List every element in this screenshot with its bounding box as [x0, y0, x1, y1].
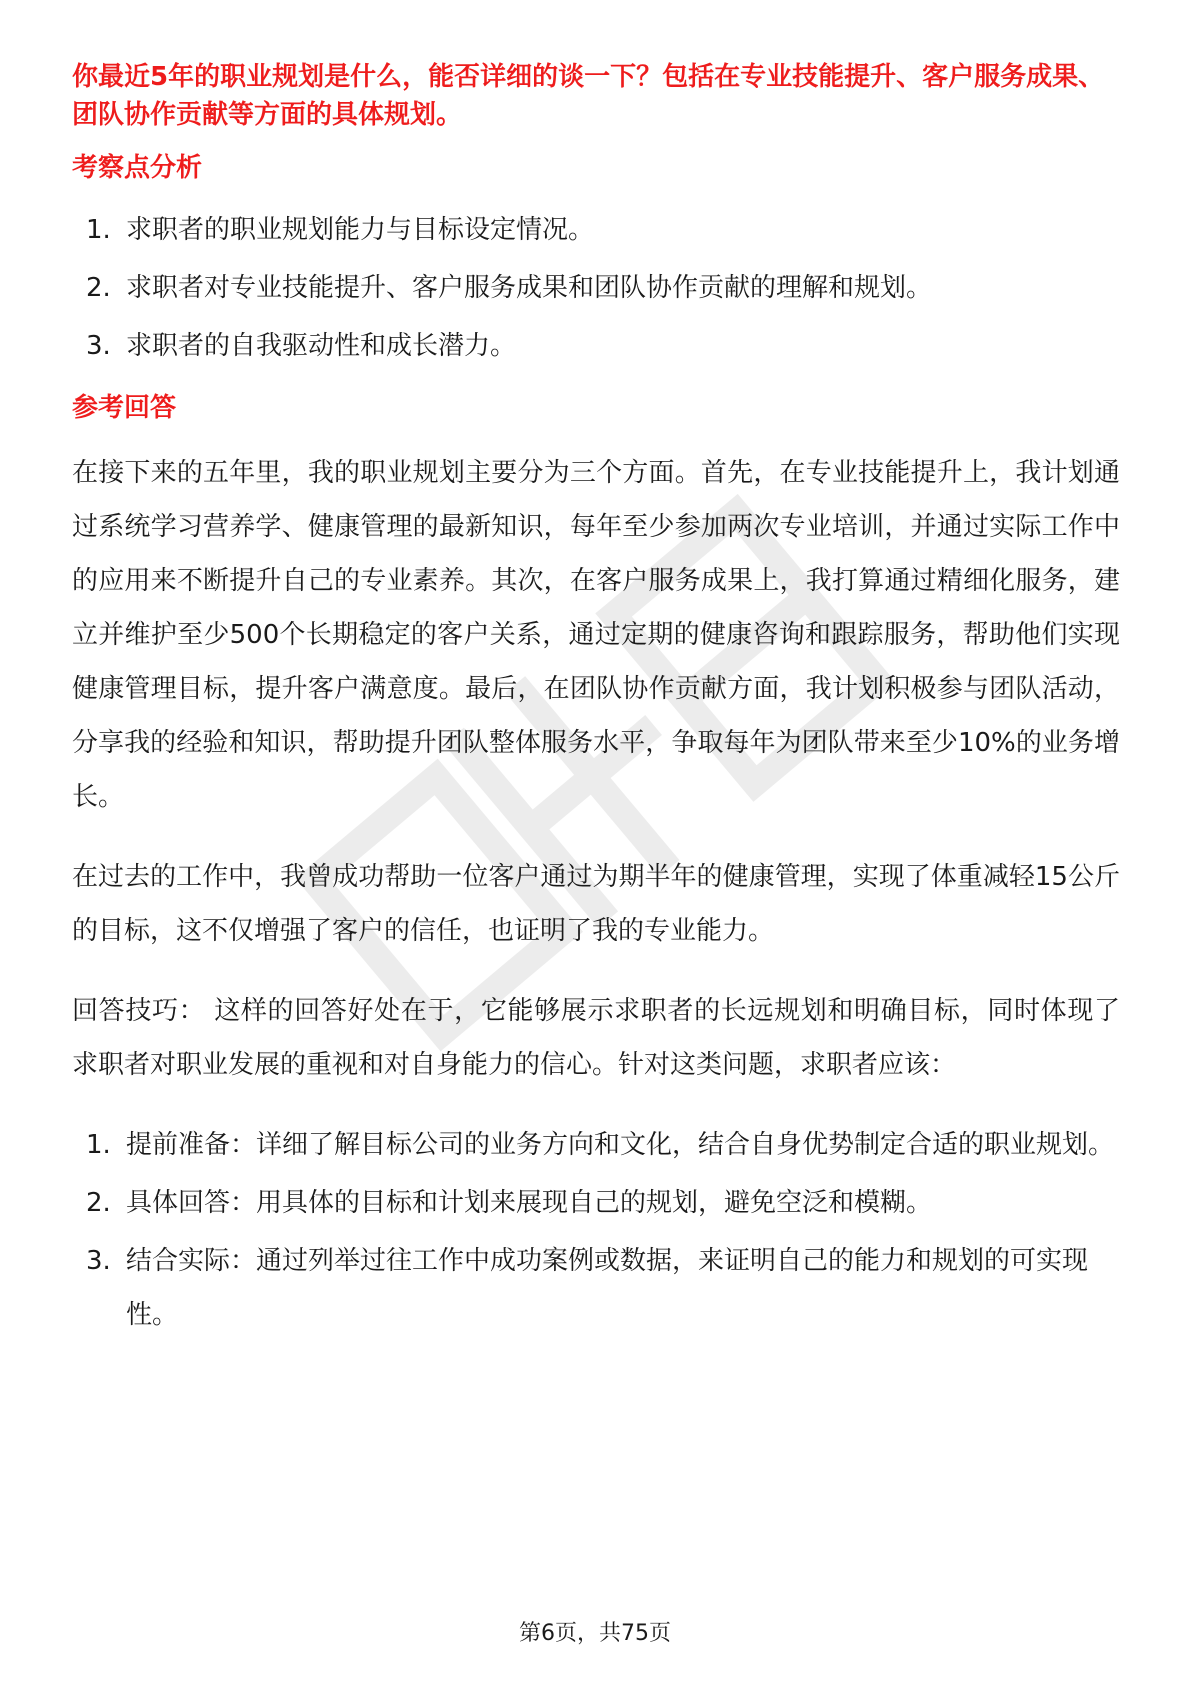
list-text: 结合实际：通过列举过往工作中成功案例或数据，来证明自己的能力和规划的可实现性。	[126, 1246, 1089, 1330]
document-page	[72, 58, 1120, 1342]
list-text: 提前准备：详细了解目标公司的业务方向和文化，结合自身优势制定合适的职业规划。	[126, 1130, 1115, 1160]
answer-paragraph: 在接下来的五年里，我的职业规划主要分为三个方面。首先，在专业技能提升上，我计划通过系统学习营养学、健康管理的最新知识，每年至少参加两次专业培训，并通过实际工作中的应用来不断提升自己的专业素养。其次，在客户服务成果上，我打算通过精细化服务，建立并维护至少500个长期稳定的客户关系，通过定期的健康咨询和跟踪服务，帮助他们实现健康管理目标，提升客户满意度。最后，在团队协作贡献方面，我计划积极参与团队活动，分享我的经验和知识，帮助提升团队整体服务水平，争取每年为团队带来至少10%的业务增长。	[72, 458, 1120, 812]
tips-list	[72, 1118, 1120, 1342]
list-item	[72, 328, 1120, 364]
list-number: 1.	[86, 1130, 111, 1160]
list-item	[72, 270, 1120, 306]
question-heading: 你最近5年的职业规划是什么，能否详细的谈一下？包括在专业技能提升、客户服务成果、团队协作贡献等方面的具体规划。	[72, 62, 1105, 130]
list-item	[72, 1234, 1120, 1342]
list-number: 2.	[86, 1188, 111, 1218]
tips-paragraph: 回答技巧： 这样的回答好处在于，它能够展示求职者的长远规划和明确目标，同时体现了求职者对职业发展的重视和对自身能力的信心。针对这类问题，求职者应该：	[72, 996, 1120, 1080]
example-paragraph: 在过去的工作中，我曾成功帮助一位客户通过为期半年的健康管理，实现了体重减轻15公斤的目标，这不仅增强了客户的信任，也证明了我的专业能力。	[72, 862, 1120, 946]
list-number: 1.	[86, 215, 111, 245]
list-item	[72, 1176, 1120, 1230]
list-number: 3.	[86, 331, 111, 361]
list-text: 求职者的职业规划能力与目标设定情况。	[126, 215, 595, 245]
list-number: 3.	[86, 1246, 111, 1276]
page-footer: 第6页，共75页	[519, 1621, 671, 1646]
list-text: 具体回答：用具体的目标和计划来展现自己的规划，避免空泛和模糊。	[126, 1188, 933, 1218]
list-text: 求职者的自我驱动性和成长潜力。	[126, 331, 517, 361]
analysis-list	[72, 212, 1120, 364]
list-number: 2.	[86, 273, 111, 303]
answer-section-title: 参考回答	[72, 393, 177, 423]
list-text: 求职者对专业技能提升、客户服务成果和团队协作贡献的理解和规划。	[126, 273, 933, 303]
list-item	[72, 212, 1120, 248]
list-item	[72, 1118, 1120, 1172]
analysis-section-title: 考察点分析	[72, 153, 203, 183]
